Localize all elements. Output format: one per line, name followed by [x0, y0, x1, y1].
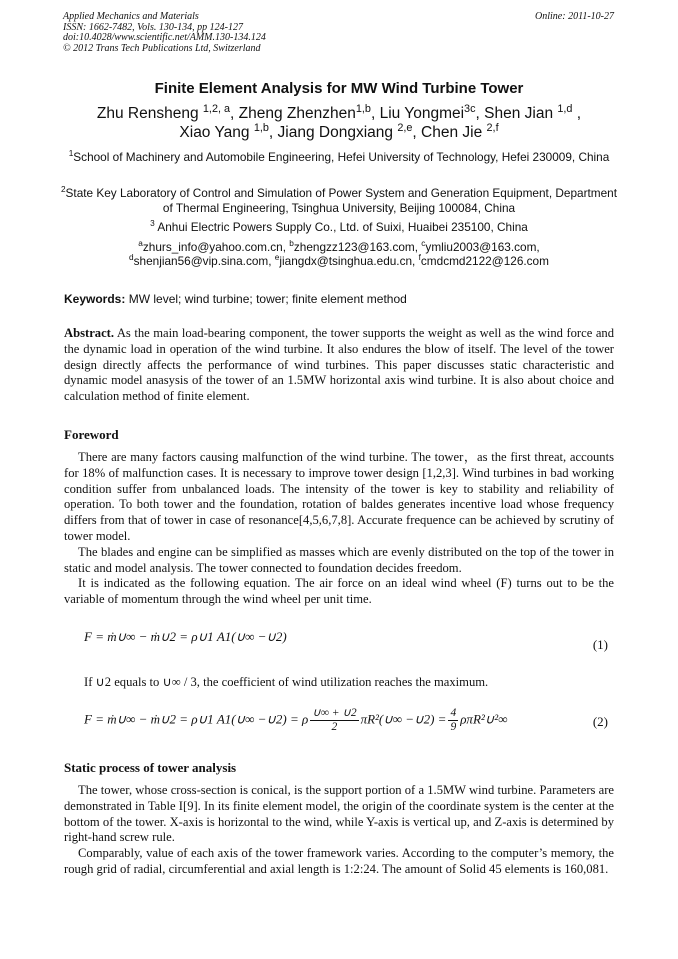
fraction-numerator: 4	[450, 707, 457, 719]
email: zhengzz123@163.com,	[293, 240, 422, 254]
paper-title: Finite Element Analysis for MW Wind Turbine Tower	[154, 80, 524, 97]
author-list	[60, 104, 618, 142]
abstract-text: As the main load-bearing component, the tower supports the weight as well as the wind force and the dynamic load in operation of the wind turbine. It also endures the blow of itself. The level of the tower design directly affects the performance of wind turbines. This paper discusses static characteristic and dynamic model anasysis of the tower of an 1.5MW horizontal axis wind turbine. It is also about choice and calculation method of finite element.	[64, 326, 614, 404]
fraction-numerator: ∪∞ + ∪2	[312, 707, 357, 719]
email-marker: b	[289, 239, 294, 249]
author-affil: 1,d	[557, 102, 573, 115]
author-affil: 1,b	[355, 102, 371, 115]
journal-name: Applied Mechanics and Materials	[63, 11, 199, 22]
affiliation-marker: 3	[150, 219, 155, 229]
email: shenjian56@vip.sina.com,	[133, 254, 275, 268]
author-name: Xiao Yang	[179, 124, 250, 141]
author-affil: 2,f	[486, 121, 499, 134]
condition-u2: ∪2	[95, 675, 112, 689]
static-paragraph-2: Comparably, value of each axis of the tower framework varies. According to the computer’s memory, the rough grid of radial, circumferential and axial length is 1:2:24. The amount of Solid 45 elements is 160,081.	[64, 846, 614, 876]
keywords-label: Keywords:	[64, 292, 126, 306]
static-paragraph-1: The tower, whose cross-section is conical, is the support portion of a 1.5MW wind turbine. Parameters are demonstrated in Table I[9]. In its finite element model, the origin of the coordinate system is the center at the bottom of the tower. X-axis is horizontal to the wind, while Y-axis is vertical up, and Z-axis is determined by right-hand screw rule.	[64, 783, 614, 845]
email-list	[60, 240, 618, 268]
keywords-text: MW level; wind turbine; tower; finite element method	[125, 292, 407, 306]
affiliation-marker: 1	[68, 149, 74, 159]
author-name: Shen Jian	[484, 105, 554, 122]
affiliation-text: School of Machinery and Automobile Engineering, Hefei University of Technology, Hefei 230009, China	[73, 150, 610, 164]
author-line-2	[60, 123, 618, 142]
email-marker: f	[418, 253, 421, 263]
static-analysis-body	[64, 783, 614, 878]
abstract-label: Abstract.	[64, 326, 115, 340]
keywords	[64, 292, 614, 306]
foreword-paragraph-1: There are many factors causing malfunction of the wind turbine. The tower，as the first threat, accounts for 18% of malfunction cases. It is necessary to improve tower design [1,2,3]. Wind turbines in bad working condition suffer from unbalanced loads. The intensity of the tower is key to stability and reliability of operation. To both tower and the foundation, rotation of baldes generates incentive load whose frequency differs from that of tower in case of resonance[4,5,6,7,8]. Accurate frequence can be achieved by scrutiny of tower model.	[64, 450, 614, 543]
email: zhurs_info@yahoo.com.cn,	[142, 240, 290, 254]
equation-1: F = ṁ∪∞ − ṁ∪2 = ρ∪1 A1(∪∞ −∪2)	[84, 629, 287, 644]
email: jiangdx@tsinghua.edu.cn,	[279, 254, 419, 268]
author-name: Chen Jie	[421, 124, 483, 141]
author-name: Liu Yongmei	[379, 105, 465, 122]
fraction-denominator: 9	[450, 721, 457, 733]
author-affil: 1,b	[253, 121, 269, 134]
email: ymliu2003@163.com,	[425, 240, 540, 254]
author-separator: ,	[370, 105, 380, 122]
email-marker: a	[138, 239, 143, 249]
fraction-denominator: 2	[331, 721, 338, 733]
condition-mid: equals to	[111, 675, 163, 689]
author-name: Jiang Dongxiang	[277, 124, 394, 141]
author-separator: ,	[230, 105, 239, 122]
author-affil: 2,e	[397, 121, 413, 134]
affiliation-marker: 2	[60, 185, 66, 195]
author-separator: ,	[475, 105, 485, 122]
affiliation-text: State Key Laboratory of Control and Simulation of Power System and Generation Equipment, Department of Thermal Engineering, Tsinghua University, Beijing 100084, China	[65, 186, 618, 215]
foreword-body	[64, 450, 614, 608]
email: cmdcmd2122@126.com	[420, 254, 549, 268]
abstract-paragraph	[64, 326, 614, 405]
equation-2-fraction-1	[310, 707, 358, 734]
equation-2-fraction-2	[448, 707, 458, 734]
author-separator: ,	[572, 105, 582, 122]
affiliation-text: Anhui Electric Powers Supply Co., Ltd. of Suixi, Huaibei 235100, China	[157, 220, 528, 234]
foreword-paragraph-2: The blades and engine can be simplified as masses which are evenly distributed on the top of the tower in static and model analysis. The tower connected to foundation decides freedom.	[64, 544, 614, 575]
author-name: Zheng Zhenzhen	[238, 105, 356, 122]
equation-2-right: ρπR²∪²∞	[460, 711, 508, 727]
email-line-2	[60, 254, 618, 268]
static-analysis-heading: Static process of tower analysis	[64, 760, 237, 775]
journal-header	[63, 12, 266, 54]
affiliation-2	[60, 186, 618, 216]
doi-line: doi:10.4028/www.scientific.net/AMM.130-134.124	[63, 32, 266, 43]
equation-1-number: (1)	[592, 637, 608, 652]
author-name: Zhu Rensheng	[96, 105, 199, 122]
condition-prefix: If	[84, 675, 96, 689]
equation-2-left: F = ṁ∪∞ − ṁ∪2 = ρ∪1 A1(∪∞ −∪2) = ρ	[84, 711, 309, 727]
author-affil: 3c	[464, 102, 476, 115]
email-marker: c	[421, 239, 426, 249]
condition-line	[84, 674, 488, 690]
author-separator: ,	[412, 124, 422, 141]
foreword-heading: Foreword	[64, 427, 119, 442]
email-line-1	[60, 240, 618, 254]
issn-line: ISSN: 1662-7482, Vols. 130-134, pp 124-127	[63, 21, 243, 33]
author-line-1	[60, 104, 618, 123]
abstract	[64, 326, 614, 405]
email-marker: d	[129, 253, 134, 263]
affiliation-3	[60, 220, 618, 235]
equation-2-middle: πR²(∪∞ −∪2) =	[360, 711, 447, 727]
online-date: Online: 2011-10-27	[535, 11, 614, 22]
author-separator: ,	[268, 124, 278, 141]
equation-2-number: (2)	[592, 714, 608, 729]
affiliation-1	[60, 150, 618, 165]
foreword-paragraph-3: It is indicated as the following equation. The air force on an ideal wind wheel (F) turns out to be the variable of momentum through the wind wheel per unit time.	[64, 576, 614, 607]
copyright-line: © 2012 Trans Tech Publications Ltd, Switzerland	[63, 42, 261, 54]
equation-2	[84, 707, 507, 734]
email-marker: e	[274, 253, 280, 263]
condition-suffix: , the coefficient of wind utilization reaches the maximum.	[196, 675, 489, 689]
condition-ratio: ∪∞ / 3	[162, 675, 197, 689]
author-affil: 1,2, a	[202, 102, 231, 115]
